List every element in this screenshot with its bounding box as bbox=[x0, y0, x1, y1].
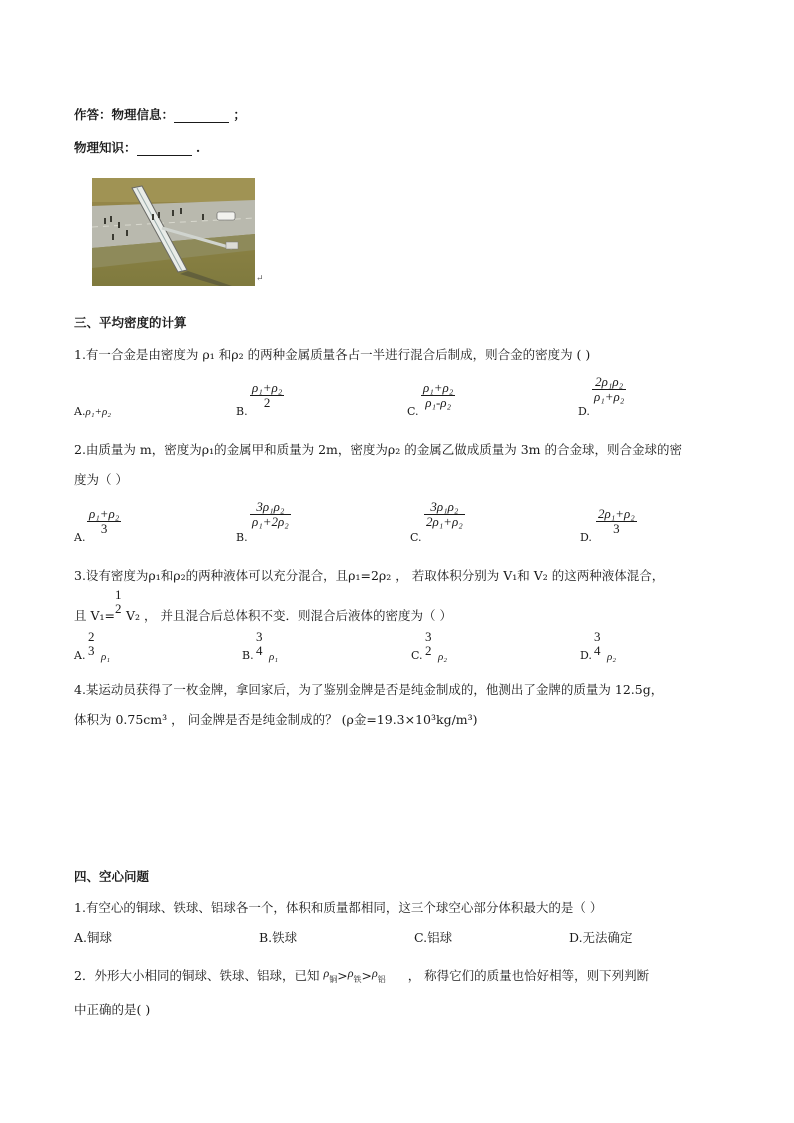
fraction-denominator: ρ₁-ρ₂ bbox=[425, 395, 452, 410]
s4-q1-option-a[interactable]: A.铜球 bbox=[74, 930, 113, 945]
sub-al: 铝 bbox=[377, 975, 386, 984]
q2-option-b-label[interactable]: B. bbox=[236, 531, 248, 544]
s4-q2-line1-pre: 2．外形大小相同的铜球、铁球、铝球，已知 bbox=[74, 968, 320, 983]
fraction-numerator: ρ₁+ρ₂ bbox=[423, 380, 454, 395]
fraction-numerator: 3ρ₁ρ₂ bbox=[424, 500, 465, 515]
q1-option-d-fraction bbox=[592, 375, 626, 404]
fraction-denominator: 2 bbox=[425, 643, 432, 658]
fraction-denominator: 3 bbox=[613, 521, 620, 536]
s4-q2-line2: 中正确的是( ) bbox=[74, 1002, 151, 1017]
rho-cu: ρ bbox=[323, 966, 330, 980]
option-label: A. bbox=[74, 405, 86, 418]
q2-stem-line2: 度为（ ） bbox=[74, 472, 128, 487]
answer-blank[interactable] bbox=[174, 107, 229, 123]
q3-option-c-fraction bbox=[423, 630, 434, 658]
q2-stem-line1: 2.由质量为 m，密度为ρ₁的金属甲和质量为 2m，密度为ρ₂ 的金属乙做成质量为 3m 的合金球，则合金球的密 bbox=[74, 442, 682, 457]
q3-stem-line2-post: V₂ ， 并且混合后总体积不变．则混合后液体的密度为（ ） bbox=[126, 608, 452, 623]
q1-option-b-fraction bbox=[250, 381, 284, 410]
q1-option-c-fraction bbox=[421, 381, 455, 410]
q3-option-a-fraction bbox=[86, 630, 97, 658]
q1-option-c-label[interactable]: C. bbox=[407, 405, 419, 418]
s4-q1-option-b[interactable]: B.铁球 bbox=[259, 930, 298, 945]
fraction-denominator: 3 bbox=[88, 643, 95, 658]
q3-stem-line1: 3.设有密度为ρ₁和ρ₂的两种液体可以充分混合，且ρ₁=2ρ₂ ， 若取体积分别为 V₁和 V₂ 的这两种液体混合， bbox=[74, 568, 665, 583]
q2-option-d-label[interactable]: D. bbox=[580, 531, 592, 544]
option-text: ρ₁+ρ₂ bbox=[85, 406, 112, 418]
q3-option-b-tail: ρ₁ bbox=[269, 651, 279, 663]
q1-option-a[interactable] bbox=[74, 405, 111, 418]
q3-option-a-tail: ρ₁ bbox=[101, 651, 111, 663]
return-mark: ↵ bbox=[256, 274, 264, 284]
aircraft-photo bbox=[92, 178, 255, 286]
fraction-numerator: 1 bbox=[115, 587, 122, 602]
q4-line2: 体积为 0.75cm³ ， 问金牌是否是纯金制成的？ (ρ金=19.3×10³kg/m³) bbox=[74, 712, 478, 727]
section4-title: 四、空心问题 bbox=[74, 869, 150, 884]
q3-option-b-label[interactable]: B. bbox=[242, 649, 254, 662]
gt-1: > bbox=[337, 968, 348, 983]
s4-q2-line1-post: ， 称得它们的质量也恰好相等，则下列判断 bbox=[407, 968, 650, 983]
q3-stem-fraction bbox=[113, 588, 124, 616]
s4-q1-stem: 1.有空心的铜球、铁球、铝球各一个，体积和质量都相同，这三个球空心部分体积最大的是（ ） bbox=[74, 900, 603, 915]
q2-option-b-fraction bbox=[250, 500, 291, 529]
q1-option-b-label[interactable]: B. bbox=[236, 405, 248, 418]
answer-end: ； bbox=[233, 107, 246, 122]
q3-stem-line2-pre: 且 V₁= bbox=[74, 608, 115, 623]
q3-option-d-fraction bbox=[592, 630, 603, 658]
fraction-numerator: 3 bbox=[594, 629, 601, 644]
q3-option-c-label[interactable]: C. bbox=[411, 649, 423, 662]
q3-option-d-label[interactable]: D. bbox=[580, 649, 592, 662]
rho-fe: ρ bbox=[347, 966, 354, 980]
knowledge-line bbox=[74, 138, 200, 156]
fraction-numerator: 3 bbox=[425, 629, 432, 644]
fraction-denominator: 4 bbox=[256, 643, 263, 658]
fraction-numerator: 2ρ₁+ρ₂ bbox=[598, 506, 635, 521]
fraction-denominator: 4 bbox=[594, 643, 601, 658]
s4-q1-option-c[interactable]: C.铝球 bbox=[414, 930, 453, 945]
rho-al: ρ bbox=[371, 966, 378, 980]
q2-option-a-fraction bbox=[87, 507, 121, 536]
fraction-numerator: ρ₁+ρ₂ bbox=[252, 380, 283, 395]
s4-q2-line1 bbox=[74, 966, 649, 985]
fraction-numerator: 2ρ₁ρ₂ bbox=[592, 375, 626, 390]
q3-option-d-tail: ρ₂ bbox=[607, 651, 617, 663]
q3-option-b-fraction bbox=[254, 630, 265, 658]
answer-label: 作答：物理信息： bbox=[74, 107, 175, 122]
q4-line1: 4.某运动员获得了一枚金牌，拿回家后，为了鉴别金牌是否是纯金制成的，他测出了金牌的质量为 12.5g， bbox=[74, 682, 664, 697]
gt-2: > bbox=[361, 968, 372, 983]
q3-option-a-label[interactable]: A. bbox=[74, 649, 86, 662]
q2-option-c-fraction bbox=[424, 500, 465, 529]
knowledge-label: 物理知识： bbox=[74, 140, 137, 155]
q1-stem: 1.有一合金是由密度为 ρ₁ 和ρ₂ 的两种金属质量各占一半进行混合后制成，则合金的密度为 ( ) bbox=[74, 347, 591, 362]
fraction-denominator: 3 bbox=[100, 521, 108, 536]
sub-cu: 铜 bbox=[329, 975, 338, 984]
q1-option-d-label[interactable]: D. bbox=[578, 405, 590, 418]
section3-title: 三、平均密度的计算 bbox=[74, 315, 187, 330]
q2-option-d-fraction bbox=[596, 507, 637, 536]
fraction-denominator: ρ₁+2ρ₂ bbox=[252, 514, 289, 529]
fraction-denominator: 2 bbox=[263, 395, 271, 410]
fraction-numerator: ρ₁+ρ₂ bbox=[89, 506, 120, 521]
knowledge-end: . bbox=[195, 140, 201, 155]
q3-option-c-tail: ρ₂ bbox=[438, 651, 448, 663]
fraction-numerator: 2 bbox=[88, 629, 95, 644]
sub-fe: 铁 bbox=[353, 975, 362, 984]
q2-option-c-label[interactable]: C. bbox=[410, 531, 422, 544]
fraction-denominator: 2 bbox=[115, 601, 122, 616]
answer-line bbox=[74, 105, 246, 123]
q2-option-a-label[interactable]: A. bbox=[74, 531, 86, 544]
fraction-denominator: ρ₁+ρ₂ bbox=[594, 389, 625, 404]
fraction-numerator: 3ρ₁ρ₂ bbox=[250, 500, 291, 515]
fraction-numerator: 3 bbox=[256, 629, 263, 644]
s4-q1-option-d[interactable]: D.无法确定 bbox=[569, 930, 633, 945]
knowledge-blank[interactable] bbox=[137, 140, 192, 156]
fraction-denominator: 2ρ₁+ρ₂ bbox=[426, 514, 463, 529]
